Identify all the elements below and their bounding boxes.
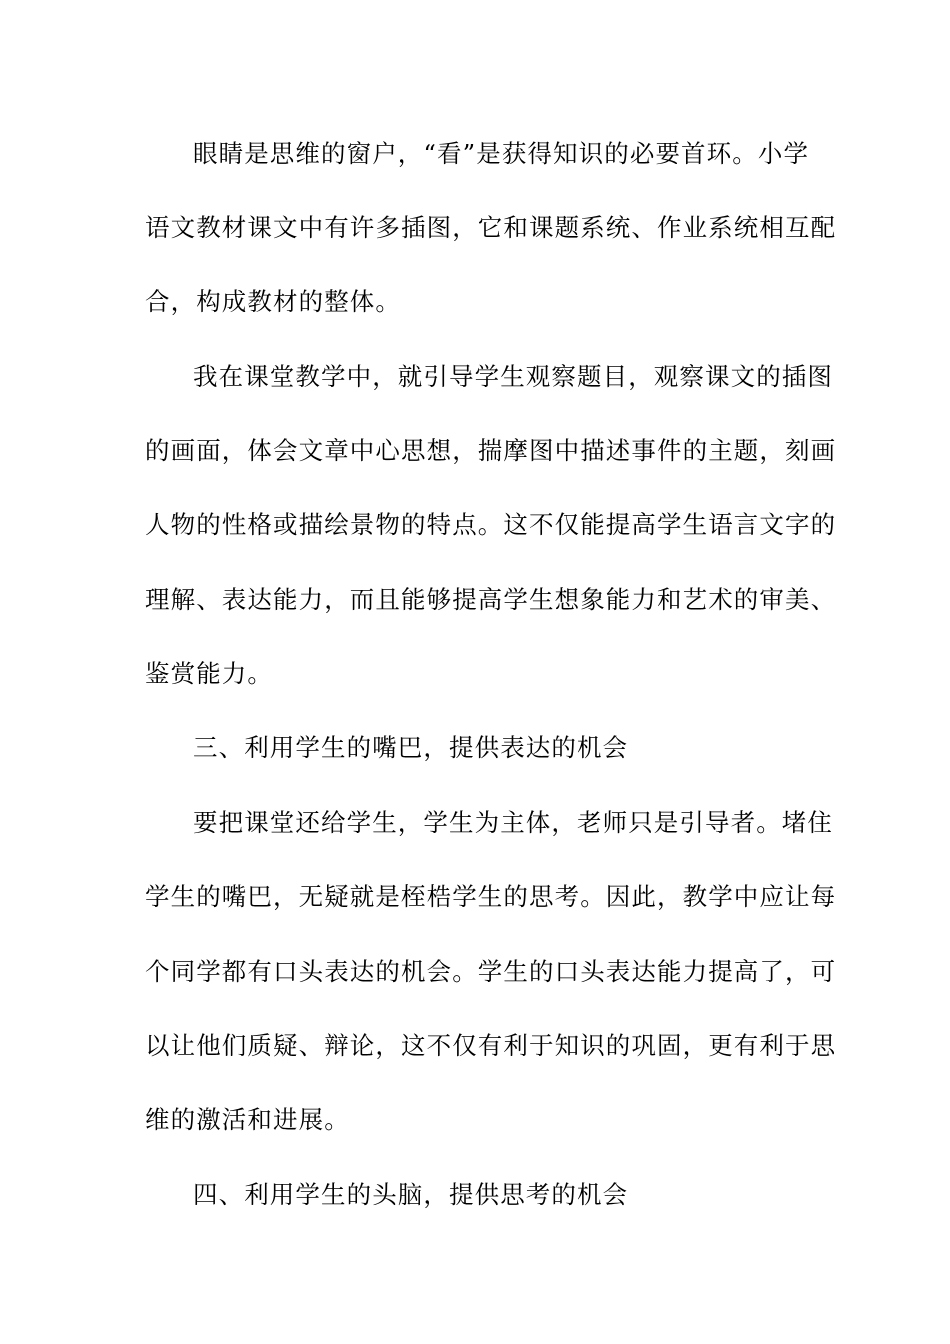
paragraph-1-line-2: 语文教材课文中有许多插图，它和课题系统、作业系统相互配	[145, 213, 837, 242]
paragraph-3-line-5: 维的激活和进展。	[145, 1105, 350, 1134]
paragraph-1-line-3: 合，构成教材的整体。	[145, 287, 401, 316]
section-heading-3: 三、利用学生的嘴巴，提供表达的机会	[193, 733, 629, 762]
paragraph-3-line-3: 个同学都有口头表达的机会。学生的口头表达能力提高了，可	[145, 957, 837, 986]
paragraph-3-line-4: 以让他们质疑、辩论，这不仅有利于知识的巩固，更有利于思	[145, 1031, 837, 1060]
paragraph-2-line-1: 我在课堂教学中，就引导学生观察题目，观察课文的插图	[193, 362, 833, 391]
section-heading-4: 四、利用学生的头脑，提供思考的机会	[193, 1180, 629, 1209]
paragraph-3-line-2: 学生的嘴巴，无疑就是桎梏学生的思考。因此，教学中应让每	[145, 882, 837, 911]
paragraph-2-line-2: 的画面，体会文章中心思想，揣摩图中描述事件的主题，刻画	[145, 436, 837, 465]
paragraph-2-line-4: 理解、表达能力，而且能够提高学生想象能力和艺术的审美、	[145, 585, 837, 614]
paragraph-2-line-5: 鉴赏能力。	[145, 659, 273, 688]
paragraph-3-line-1: 要把课堂还给学生，学生为主体，老师只是引导者。堵住	[193, 808, 833, 837]
paragraph-1-line-1: 眼睛是思维的窗户，“看”是获得知识的必要首环。小学	[193, 139, 810, 168]
paragraph-2-line-3: 人物的性格或描绘景物的特点。这不仅能提高学生语言文字的	[145, 510, 837, 539]
